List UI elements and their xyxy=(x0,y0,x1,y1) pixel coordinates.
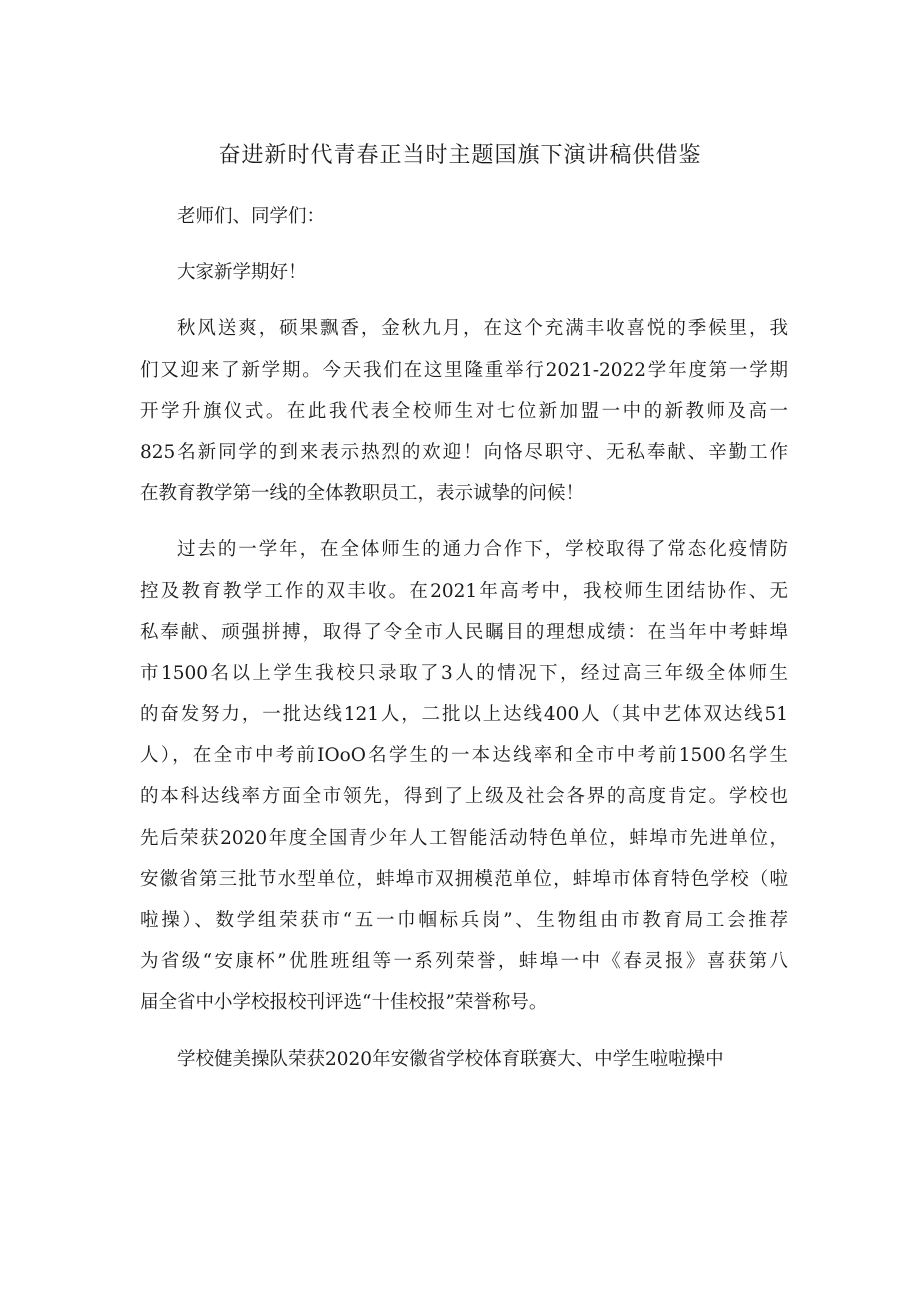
paragraph xyxy=(140,529,788,1023)
text-line: 安徽省第三批节水型单位，蚌埠市双拥模范单位，蚌埠市体育特色学校（啦 xyxy=(140,868,788,890)
text-line: 开学升旗仪式。在此我代表全校师生对七位新加盟一中的新教师及高一 xyxy=(140,400,788,422)
text-line: 们又迎来了新学期。今天我们在这里隆重举行2021-2022学年度第一学期 xyxy=(140,359,788,381)
document-title: 奋进新时代青春正当时主题国旗下演讲稿供借鉴 xyxy=(218,143,702,168)
text-line: 为省级“安康杯”优胜班组等一系列荣誉，蚌埠一中《春灵报》喜获第八 xyxy=(140,951,788,973)
text-line: 届全省中小学校报校刊评选“十佳校报”荣誉称号。 xyxy=(140,992,548,1014)
text-line: 先后荣获2020年度全国青少年人工智能活动特色单位，蚌埠市先进单位， xyxy=(140,827,788,849)
text-line: 学校健美操队荣获2020年安徽省学校体育联赛大、中学生啦啦操中 xyxy=(177,1048,724,1070)
document-body xyxy=(140,196,788,1080)
paragraph xyxy=(140,252,788,293)
text-line: 啦操）、数学组荣获市“五一巾帼标兵岗”、生物组由市教育局工会推荐 xyxy=(140,910,788,931)
paragraph xyxy=(140,1039,788,1080)
text-line: 的本科达线率方面全市领先，得到了上级及社会各界的高度肯定。学校也 xyxy=(140,786,788,808)
text-line: 在教育教学第一线的全体教职员工，表示诚挚的问候！ xyxy=(140,483,585,505)
text-line: 秋风送爽，硕果飘香，金秋九月，在这个充满丰收喜悦的季候里，我 xyxy=(177,318,788,340)
paragraph xyxy=(140,308,788,514)
text-line: 私奉献、顽强拼搏，取得了令全市人民瞩目的理想成绩：在当年中考蚌埠 xyxy=(140,621,788,643)
paragraph xyxy=(140,196,788,237)
text-line: 大家新学期好！ xyxy=(177,262,307,284)
text-line: 市1500名以上学生我校只录取了3人的情况下，经过高三年级全体师生 xyxy=(140,662,788,684)
text-line: 老师们、同学们： xyxy=(177,206,326,227)
text-line: 825名新同学的到来表示热烈的欢迎！向恪尽职守、无私奉献、辛勤工作 xyxy=(140,441,788,463)
text-line: 过去的一学年，在全体师生的通力合作下，学校取得了常态化疫情防 xyxy=(177,539,788,561)
text-line: 人），在全市中考前IOoO名学生的一本达线率和全市中考前1500名学生 xyxy=(140,745,788,767)
text-line: 的奋发努力，一批达线121人，二批以上达线400人（其中艺体双达线51 xyxy=(140,704,788,726)
text-line: 控及教育教学工作的双丰收。在2021年高考中，我校师生团结协作、无 xyxy=(140,580,788,602)
